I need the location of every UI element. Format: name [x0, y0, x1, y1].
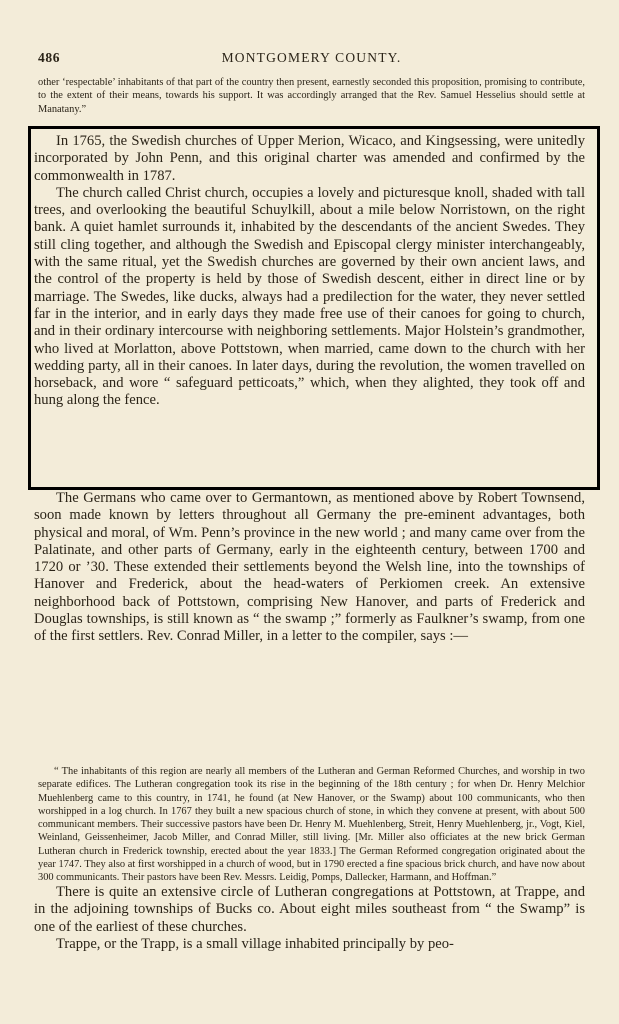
boxed-paragraph-2: The church called Christ church, occupies a lovely and picturesque knoll, shaded with tall trees, and overlooking the beautiful Schuylkill, about a mile below Norristown, on the right bank. A quiet hamlet surrounds it, inhabited by the descendants of the ancient Swedes. They still cling together, and although the Swedish and Episcopal clergy minister interchangeably, with the same ritual, yet the Swedish churches are governed by their own ancient laws, and the control of the property is held by those of Swedish descent, either in direct line or by marriage. The Swedes, like ducks, always had a predilection for the water, they never settled far in the interior, and in early days they made free use of their canoes for going to church, and in their ordinary intercourse with neighboring settlements. Major Holstein’s grandmother, who lived at Morlatton, above Pottstown, when married, came down to the church with her wedding party, all in their canoes. In later days, during the revolution, the women travelled on horseback, and wore “ safeguard petticoats,” which, when they alighted, they took off and hung along the fence.	[34, 184, 585, 409]
page-number: 486	[38, 50, 61, 65]
germans-paragraph: The Germans who came over to Germantown, as mentioned above by Robert Townsend, soon made known by letters throughout all Germany the pre-eminent advantages, both physical and moral, of Wm. Penn’s province in the new world ; and many came over from the Palatinate, and other parts of Germany, early in the eighteenth century, between 1700 and 1720 or ’30. These extended their settlements beyond the Welsh line, into the townships of Hanover and Frederick, about the head-waters of Perkiomen creek. An extensive neighborhood back of Pottstown, comprising New Hanover, and parts of Frederick and Douglas townships, is still known as “ the swamp ;” formerly as Faulkner’s swamp, from one of the first settlers. Rev. Conrad Miller, in a letter to the compiler, says :—	[34, 490, 585, 645]
closing-passage	[34, 884, 585, 953]
top-fragment	[38, 76, 585, 116]
boxed-passage	[34, 133, 585, 410]
top-fragment-text: other ‘respectable’ inhabitants of that part of the country then present, earnestly seconded this proposition, promising to contribute, to the extent of their means, towards his support. It was accordingly arranged that the Rev. Samuel Hesselius should settle at Manatany.”	[38, 77, 585, 115]
closing-paragraph-2: Trappe, or the Trapp, is a small village inhabited principally by peo-	[56, 935, 454, 952]
germans-passage	[34, 490, 585, 646]
block-quote	[38, 765, 585, 885]
block-quote-text: “ The inhabitants of this region are nearly all members of the Lutheran and German Reformed Churches, and worship in two separate edifices. The Lutheran congregation took its rise in the beginning of the 18th century ; for when Dr. Henry Melchior Muehlenberg came to this country, in 1741, he found (at New Hanover, or the Swamp) about 100 communicants, who then worshipped in a log church. In 1767 they built a new spacious church of stone, in which they convene at present, with about 500 communicant members. Their successive pastors have been Dr. Henry M. Muehlenberg, Streit, Henry Muehlenberg, jr., Vogt, Kiel, Weinland, Geissenheimer, Jacob Miller, and Conrad Miller, still living. [Mr. Miller also officiates at the new brick German Lutheran church in Frederick township, erected about the year 1833.] The German Reformed congregation originated about the year 1747. They also at first worshipped in a church of wood, but in 1790 erected a fine spacious brick church, and have now about 300 communicants. Their pastors have been Rev. Messrs. Leidig, Pomps, Dallecker, Harmann, and Hoffman.”	[38, 766, 585, 884]
closing-paragraph-1: There is quite an extensive circle of Lutheran congregations at Pottstown, at Trappe, and in the adjoining townships of Bucks co. About eight miles southeast from “ the Swamp” is one of the earliest of these churches.	[34, 884, 585, 935]
running-title: MONTGOMERY COUNTY.	[221, 50, 402, 65]
running-header	[38, 50, 585, 72]
boxed-paragraph-1: In 1765, the Swedish churches of Upper Merion, Wicaco, and Kingsessing, were unitedly incorporated by John Penn, and this original charter was amended and confirmed by the commonwealth in 1787.	[34, 133, 585, 184]
